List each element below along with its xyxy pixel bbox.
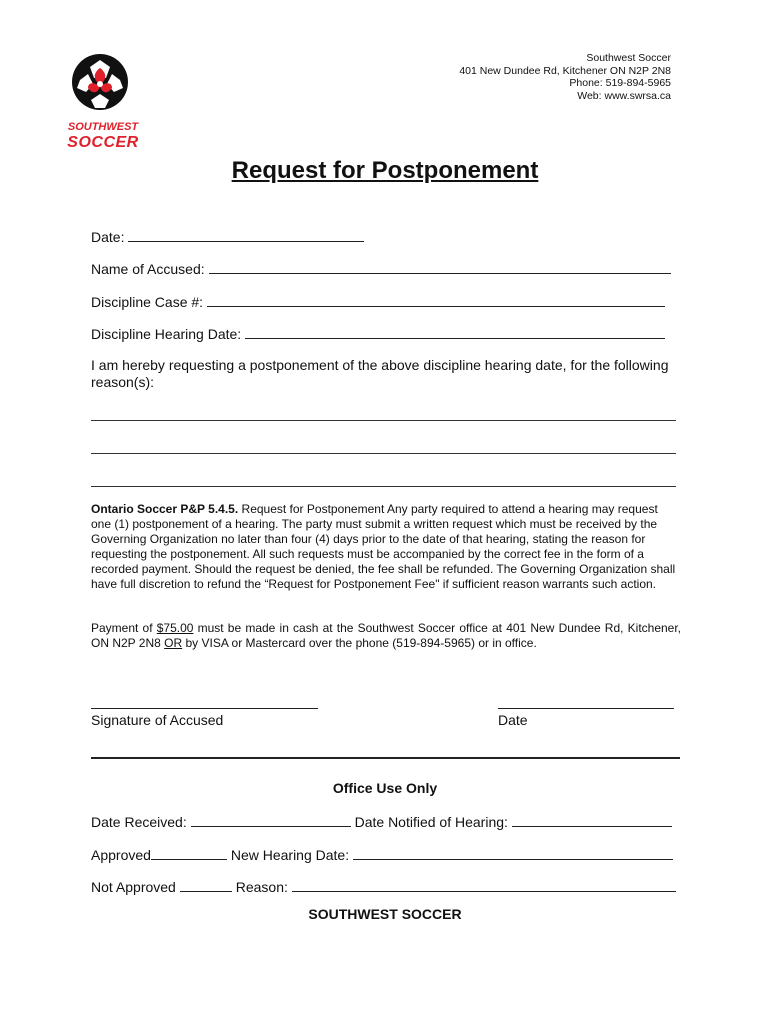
southwest-soccer-logo	[58, 50, 148, 150]
office-row-not-approved	[91, 877, 676, 895]
signature-line[interactable]	[91, 708, 318, 709]
org-address-block	[459, 52, 671, 102]
logo-line-1: SOUTHWEST	[67, 121, 139, 133]
office-row-received	[91, 812, 672, 830]
not-approved-input-line[interactable]	[180, 877, 232, 892]
reason-input-line[interactable]	[292, 877, 676, 892]
date-field	[91, 227, 364, 245]
approved-label: Approved	[91, 847, 151, 863]
payment-amount: $75.00	[156, 621, 194, 635]
office-row-approved	[91, 845, 673, 863]
page-title: Request for Postponement	[231, 157, 539, 184]
footer-org-name: SOUTHWEST SOCCER	[308, 906, 462, 922]
case-label: Discipline Case #:	[91, 294, 204, 310]
signature-date-line[interactable]	[498, 708, 674, 709]
logo-wordmark	[58, 120, 148, 150]
new-hearing-input-line[interactable]	[353, 845, 673, 860]
office-divider	[91, 757, 680, 759]
office-use-heading: Office Use Only	[332, 780, 438, 796]
reason-label: Reason:	[235, 879, 288, 895]
org-phone: Phone: 519-894-5965	[569, 77, 671, 89]
payment-or: OR	[164, 636, 183, 650]
payment-text-3: by VISA or Mastercard over the phone (519-894-5965) or in office.	[182, 636, 537, 650]
accused-input-line[interactable]	[209, 259, 671, 274]
not-approved-label: Not Approved	[91, 879, 176, 895]
payment-text-2: must be made in cash at the Southwest Soccer office at 401 New Dundee Rd, Kitchener, ON N2P 2N8	[91, 621, 682, 650]
org-web: Web: www.swrsa.ca	[577, 89, 671, 102]
date-notified-label: Date Notified of Hearing:	[354, 814, 508, 830]
date-received-label: Date Received:	[91, 814, 187, 830]
policy-heading: Ontario Soccer P&P 5.4.5.	[91, 502, 239, 516]
approved-input-line[interactable]	[151, 845, 227, 860]
policy-body: Request for Postponement Any party required to attend a hearing may request one (1) postponement of a hearing. The party must submit a written request which must be received by the Governing Organization no later than four (4) days prior to the date of that hearing, stating the reason for requesting the postponement. All such requests must be accompanied by the correct fee in the form of a recorded payment. Should the request be denied, the fee shall be refunded. The Governing Organization shall have full discretion to refund the “Request for Postponement Fee" if sufficient reason warrants such action.	[91, 502, 676, 591]
soccer-ball-icon	[58, 50, 148, 120]
reason-line-1[interactable]	[91, 420, 676, 421]
request-statement: I am hereby requesting a postponement of the above discipline hearing date, for the following reason(s):	[91, 357, 669, 390]
hearing-date-label: Discipline Hearing Date:	[91, 326, 242, 342]
logo-line-2: SOCCER	[67, 134, 139, 151]
new-hearing-label: New Hearing Date:	[230, 847, 350, 863]
case-input-line[interactable]	[207, 292, 665, 307]
reason-line-3[interactable]	[91, 486, 676, 487]
signature-label: Signature of Accused	[91, 712, 224, 728]
signature-date-label: Date	[498, 712, 528, 728]
accused-field	[91, 259, 671, 277]
policy-paragraph	[91, 502, 681, 592]
accused-label: Name of Accused:	[91, 261, 205, 277]
case-field	[91, 292, 665, 310]
date-notified-input-line[interactable]	[512, 812, 672, 827]
hearing-date-input-line[interactable]	[245, 324, 665, 339]
payment-paragraph	[91, 621, 681, 651]
date-input-line[interactable]	[128, 227, 364, 242]
org-name: Southwest Soccer	[586, 52, 671, 64]
date-received-input-line[interactable]	[191, 812, 351, 827]
date-label: Date:	[91, 229, 125, 245]
hearing-date-field	[91, 324, 665, 342]
reason-line-2[interactable]	[91, 453, 676, 454]
org-street: 401 New Dundee Rd, Kitchener ON N2P 2N8	[459, 64, 671, 77]
payment-text-1: Payment of	[91, 621, 157, 635]
